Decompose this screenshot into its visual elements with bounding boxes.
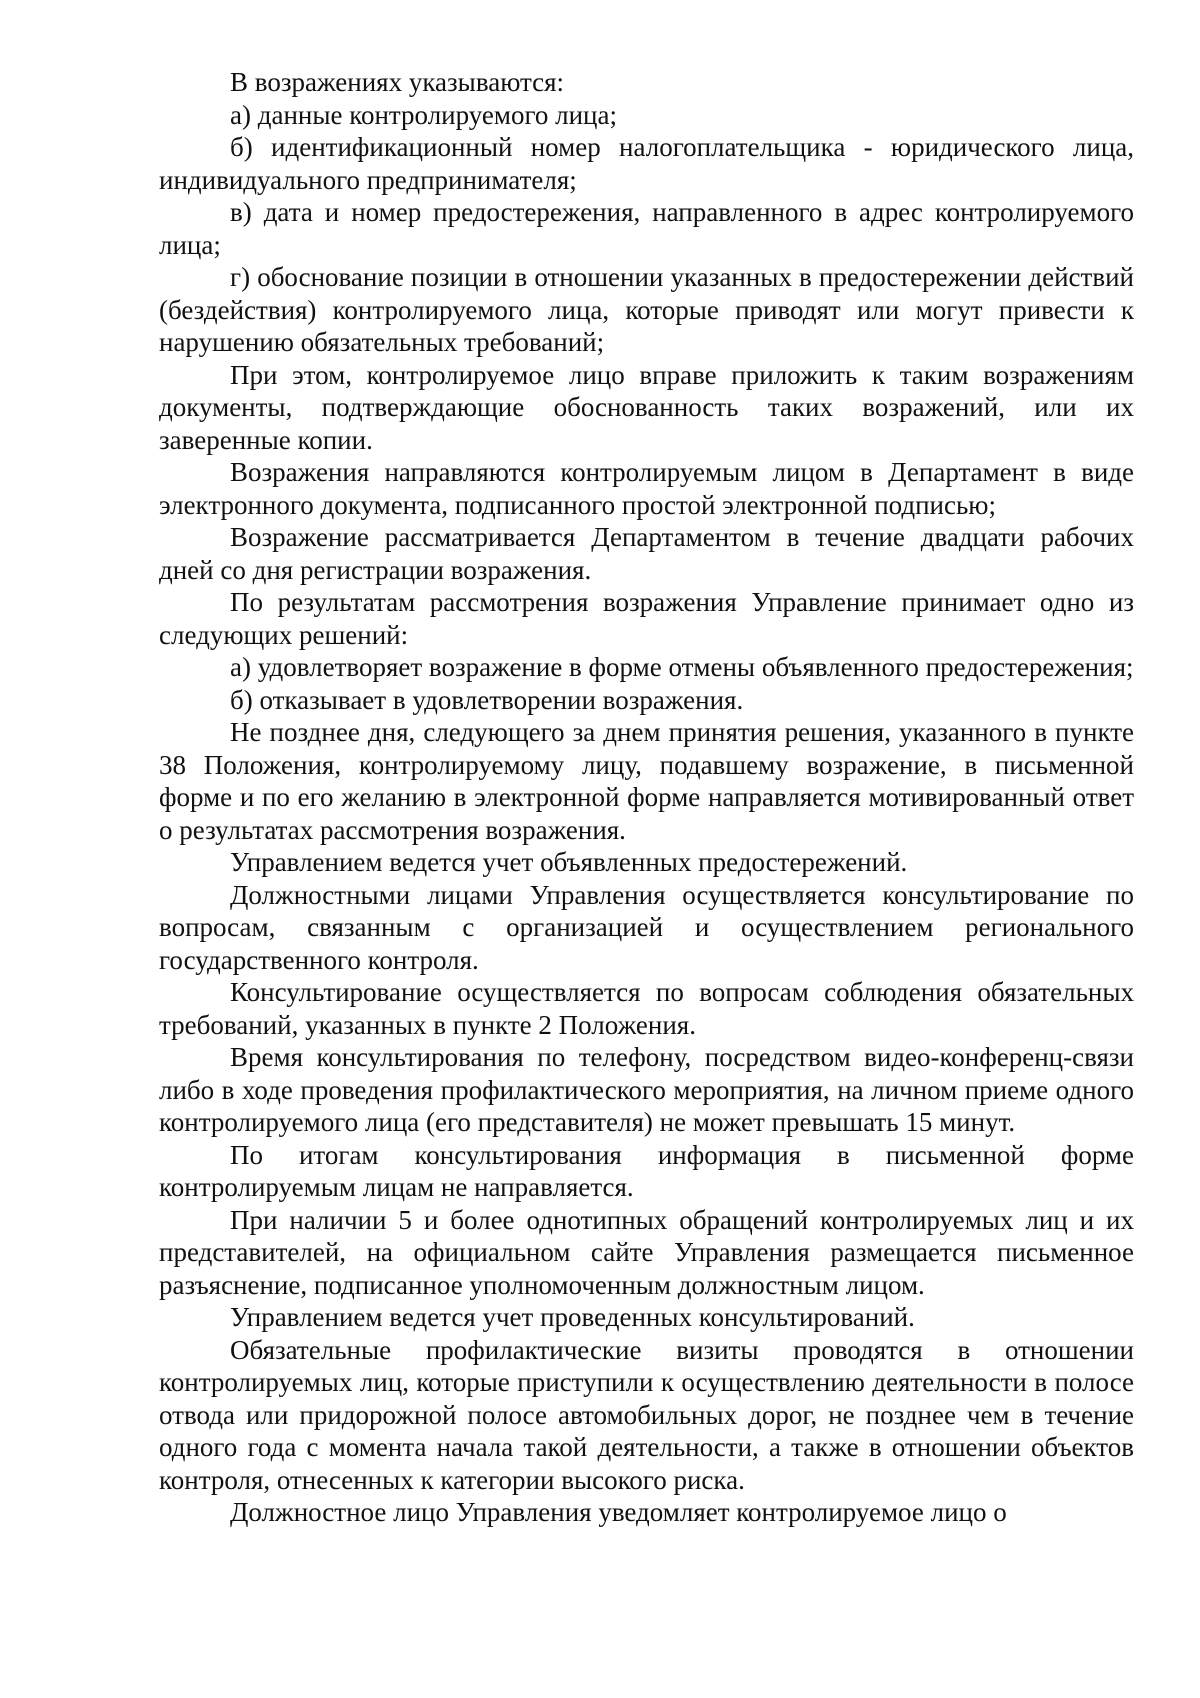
paragraph-decision-a: а) удовлетворяет возражение в форме отмены объявленного предостережения; [230, 652, 1134, 682]
paragraph-mandatory-visits: Обязательные профилактические визиты проводятся в отношении контролируемых лиц, которые приступили к осуществлению деятельности в полосе отвода или придорожной полосе автомобильных дорог, не позднее чем в течение одного года с момента начала такой деятельности, а также в отношении объектов контроля, отнесенных к категории высокого риска. [159, 1334, 1134, 1495]
paragraph-item-v-date: в) дата и номер предостережения, направленного в адрес контролируемого лица; [159, 197, 1134, 260]
paragraph-notification: Должностное лицо Управления уведомляет контролируемое лицо о [230, 1497, 1007, 1527]
document-page [159, 66, 1134, 1529]
paragraph-review-period: Возражение рассматривается Департаментом в течение двадцати рабочих дней со дня регистрации возражения. [159, 522, 1134, 585]
paragraph-item-a-data: а) данные контролируемого лица; [230, 99, 617, 130]
paragraph-item-g-justification: г) обоснование позиции в отношении указанных в предостережении действий (бездействия) контролируемого лица, которые приводят или могут привести к нарушению обязательных требований; [159, 262, 1134, 357]
paragraph-consulting-results: По итогам консультирования информация в письменной форме контролируемым лицам не направляется. [159, 1139, 1134, 1202]
paragraph-consulting-topics: Консультирование осуществляется по вопросам соблюдения обязательных требований, указанных в пункте 2 Положения. [159, 977, 1134, 1040]
paragraph-decisions-intro: По результатам рассмотрения возражения Управление принимает одно из следующих решений: [159, 587, 1134, 650]
paragraph-item-b-inn: б) идентификационный номер налогоплательщика - юридического лица, индивидуального предпринимателя; [159, 132, 1134, 195]
paragraph-consulting: Должностными лицами Управления осуществляется консультирование по вопросам, связанным с организацией и осуществлением регионального государственного контроля. [159, 879, 1134, 975]
paragraph-response: Не позднее дня, следующего за днем принятия решения, указанного в пункте 38 Положения, контролируемому лицу, подавшему возражение, в письменной форме и по его желанию в электронной форме направляется мотивированный ответ о результатах рассмотрения возражения. [159, 717, 1134, 845]
paragraph-objections-intro: В возражениях указываются: [230, 67, 565, 97]
paragraph-consulting-time: Время консультирования по телефону, посредством видео-конференц-связи либо в ходе проведения профилактического мероприятия, на личном приеме одного контролируемого лица (его представителя) не может превышать 15 минут. [159, 1042, 1134, 1137]
paragraph-warnings-record: Управлением ведется учет объявленных предостережений. [230, 847, 908, 877]
paragraph-decision-b: б) отказывает в удовлетворении возражения. [230, 684, 744, 715]
paragraph-written-explanation: При наличии 5 и более однотипных обращений контролируемых лиц и их представителей, на официальном сайте Управления размещается письменное разъяснение, подписанное уполномоченным должностным лицом. [159, 1204, 1134, 1300]
paragraph-submission: Возражения направляются контролируемым лицом в Департамент в виде электронного документа, подписанного простой электронной подписью; [159, 457, 1134, 520]
paragraph-attachments: При этом, контролируемое лицо вправе приложить к таким возражениям документы, подтверждающие обоснованность таких возражений, или их заверенные копии. [159, 359, 1134, 455]
paragraph-consulting-record: Управлением ведется учет проведенных консультирований. [230, 1302, 915, 1332]
